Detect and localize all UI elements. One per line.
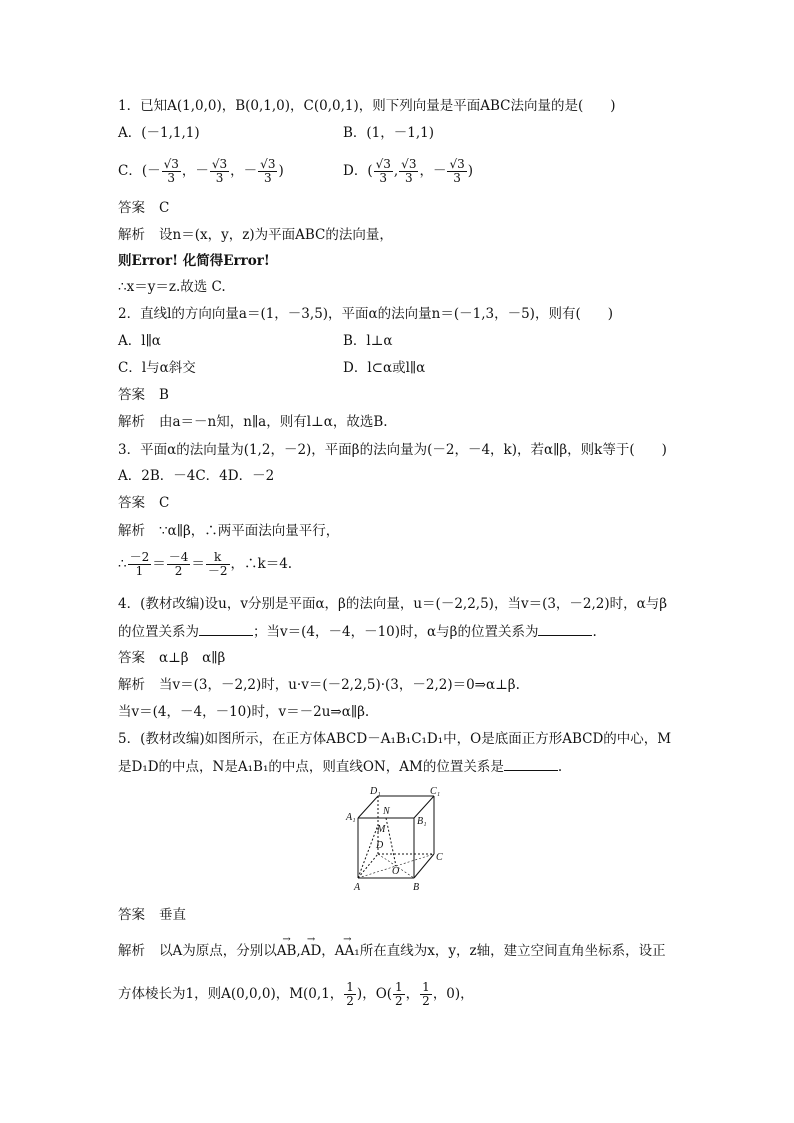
q4-analysis-2: 当v＝(4，－4，－10)时，v＝－2u⇒α∥β. — [118, 704, 370, 720]
q1-analysis-2: 则Error! 化简得Error! — [118, 253, 270, 269]
label-m: M — [377, 824, 386, 835]
q3-stem: 3．平面α的法向量为(1,2，－2)，平面β的法向量为(－2，－4，k)，若α∥β，则k等于( ) — [118, 442, 667, 458]
label-n: N — [383, 806, 390, 817]
q1-analysis-3: ∴x＝y＝z.故选 C. — [118, 279, 226, 295]
label-a: A — [354, 882, 361, 893]
q2-answer: 答案 B — [118, 387, 169, 403]
q5-stem-2: 是D₁D的中点，N是A₁B₁的中点，则直线ON，AM的位置关系是 . — [118, 756, 562, 777]
q3-options: A．2B．－4C．4D．－2 — [118, 468, 275, 484]
q2-option-c: C．l与α斜交 — [118, 360, 196, 376]
segment-no — [386, 818, 396, 866]
q4-stem-1: 4．(教材改编)设u，v分别是平面α，β的法向量，u＝(－2,2,5)，当v＝(3，－2,2)时，α与β — [118, 596, 668, 612]
q4-blank-2 — [538, 621, 592, 636]
q3-answer: 答案 C — [118, 495, 170, 511]
label-a1: A₁ — [346, 812, 356, 823]
q2-option-a: A．l∥α — [118, 333, 161, 349]
label-b1: B₁ — [417, 816, 427, 827]
q1-option-b: B．(1，－1,1) — [343, 125, 435, 141]
q1-option-a: A．(－1,1,1) — [118, 125, 200, 141]
q3-analysis-1: 解析 ∵α∥β，∴两平面法向量平行， — [118, 523, 340, 539]
q1-option-c: C．(－ $\frac{√3}{3}$ ，－ $\frac{√3}{3}$ ，－ $\frac{√3}{3}$ ) — [118, 157, 284, 185]
segment-am — [358, 825, 378, 878]
vector-ad: → AD — [301, 941, 322, 961]
edge-b1c1 — [414, 796, 434, 818]
q1-analysis-1: 解析 设n＝(x，y，z)为平面ABC的法向量， — [118, 227, 393, 243]
q2-option-d: D．l⊂α或l∥α — [343, 360, 426, 376]
label-o: O — [392, 866, 400, 877]
q2-stem: 2．直线l的方向向量a＝(1，－3,5)，平面α的法向量n＝(－1,3，－5)，则有( ) — [118, 306, 613, 322]
q4-answer: 答案 α⊥β α∥β — [118, 650, 226, 666]
label-c1: C₁ — [430, 786, 441, 797]
q1-stem: 1．已知A(1,0,0)，B(0,1,0)，C(0,0,1)，则下列向量是平面ABC法向量的是( ) — [118, 98, 616, 114]
q4-analysis-1: 解析 当v＝(3，－2,2)时，u·v＝(－2,2,5)·(3，－2,2)＝0⇒α⊥β. — [118, 677, 520, 693]
q1-answer: 答案 C — [118, 200, 170, 216]
edge-bc — [414, 854, 434, 878]
vector-aa1: → AA₁ — [335, 941, 360, 961]
cube-diagram — [338, 786, 448, 894]
q4-blank-1 — [199, 621, 253, 636]
q5-answer: 答案 垂直 — [118, 907, 186, 923]
q2-analysis: 解析 由a＝－n知，n∥a，则有l⊥α，故选B. — [118, 414, 388, 430]
q5-analysis-2: 方体棱长为1，则A(0,0,0)，M(0,1， $\frac{1}{2}$ )，O( $\frac{1}{2}$ ， $\frac{1}{2}$ ，0)， — [118, 980, 474, 1008]
q5-blank — [504, 756, 558, 771]
vector-ab: → AB — [277, 941, 297, 961]
label-d1: D₁ — [370, 786, 381, 797]
q2-option-b: B．l⊥α — [343, 333, 393, 349]
edge-ad — [358, 854, 378, 878]
label-b: B — [413, 882, 420, 893]
q3-analysis-2: ∴ $\frac{-2}{1}$ ＝ $\frac{-4}{2}$ ＝ $\frac{k}{-2}$ ，∴k＝4. — [118, 550, 293, 578]
q5-stem-1: 5．(教材改编)如图所示，在正方体ABCD－A₁B₁C₁D₁中，O是底面正方形ABCD的中心，M — [118, 731, 672, 747]
edge-a1d1 — [358, 796, 378, 818]
q1-option-d: D．( $\frac{√3}{3}$ , $\frac{√3}{3}$ ，－ $\frac{√3}{3}$ ) — [343, 157, 474, 185]
label-d: D — [376, 840, 384, 851]
label-c: C — [436, 852, 443, 863]
q5-analysis-1: 解析 以A为原点，分别以→ AB,→ AD，→ AA₁所在直线为x，y，z轴，建立空间直角坐标系，设正 — [118, 941, 666, 961]
q4-stem-2: 的位置关系为 ；当v＝(4，－4，－10)时，α与β的位置关系为 . — [118, 621, 597, 642]
